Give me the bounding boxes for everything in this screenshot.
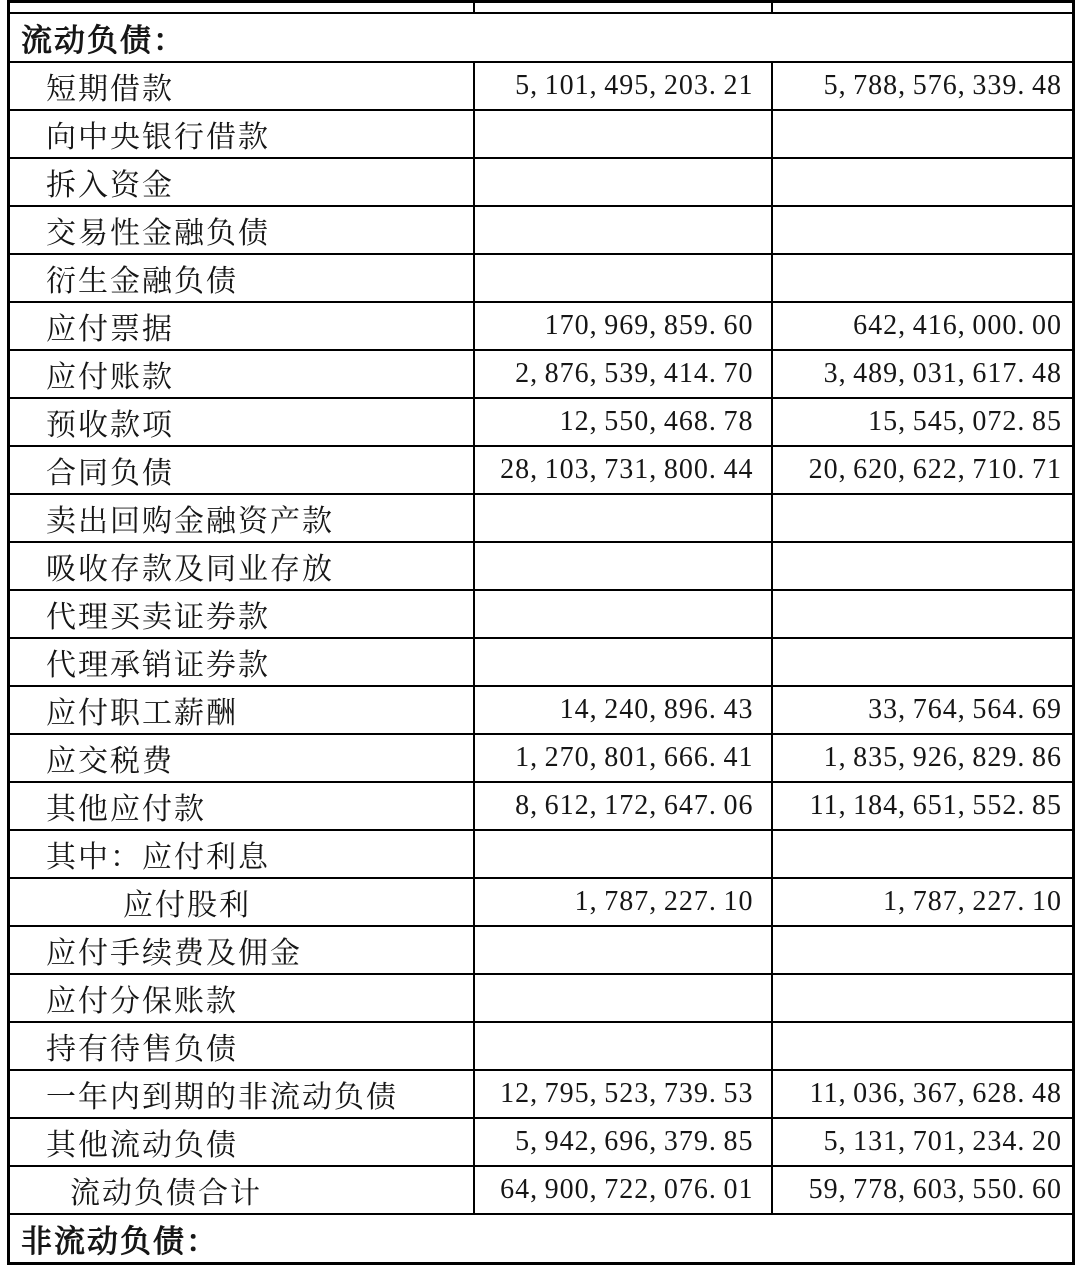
amount-col1 <box>474 1022 772 1070</box>
amount-col2: 1, 787, 227. 10 <box>772 878 1074 926</box>
row-label: 其中：应付利息 <box>9 830 474 878</box>
table-row <box>9 734 1074 782</box>
table-row <box>9 878 1074 926</box>
section-row <box>9 1214 1074 1264</box>
row-label: 拆入资金 <box>9 158 474 206</box>
row-label: 一年内到期的非流动负债 <box>9 1070 474 1118</box>
amount-col1 <box>474 830 772 878</box>
table-row <box>9 542 1074 590</box>
amount-col2 <box>772 926 1074 974</box>
row-label: 向中央银行借款 <box>9 110 474 158</box>
table-row <box>9 62 1074 110</box>
table-row <box>9 494 1074 542</box>
amount-col1 <box>474 542 772 590</box>
row-label: 代理买卖证券款 <box>9 590 474 638</box>
row-label: 应付职工薪酬 <box>9 686 474 734</box>
row-label: 其他应付款 <box>9 782 474 830</box>
liabilities-table <box>7 0 1075 1265</box>
amount-col2 <box>772 590 1074 638</box>
row-label: 其他流动负债 <box>9 1118 474 1166</box>
amount-col2: 5, 131, 701, 234. 20 <box>772 1118 1074 1166</box>
amount-col2 <box>772 2 1074 13</box>
amount-col1: 170, 969, 859. 60 <box>474 302 772 350</box>
amount-col2: 642, 416, 000. 00 <box>772 302 1074 350</box>
amount-col2: 3, 489, 031, 617. 48 <box>772 350 1074 398</box>
table-row <box>9 926 1074 974</box>
amount-col2: 5, 788, 576, 339. 48 <box>772 62 1074 110</box>
table-row <box>9 254 1074 302</box>
amount-col1 <box>474 590 772 638</box>
amount-col1: 1, 270, 801, 666. 41 <box>474 734 772 782</box>
amount-col2 <box>772 254 1074 302</box>
amount-col1 <box>474 110 772 158</box>
section-label: 非流动负债： <box>9 1214 1074 1264</box>
row-label: 吸收存款及同业存放 <box>9 542 474 590</box>
amount-col2 <box>772 542 1074 590</box>
table-row <box>9 302 1074 350</box>
row-label: 代理承销证券款 <box>9 638 474 686</box>
table-row <box>9 158 1074 206</box>
amount-col1 <box>474 926 772 974</box>
amount-col1 <box>474 158 772 206</box>
amount-col1: 2, 876, 539, 414. 70 <box>474 350 772 398</box>
row-label: 应付分保账款 <box>9 974 474 1022</box>
amount-col1 <box>474 206 772 254</box>
row-label: 应付手续费及佣金 <box>9 926 474 974</box>
row-label: 应付票据 <box>9 302 474 350</box>
amount-col1: 12, 795, 523, 739. 53 <box>474 1070 772 1118</box>
amount-col1: 8, 612, 172, 647. 06 <box>474 782 772 830</box>
table-row <box>9 1070 1074 1118</box>
row-label: 持有待售负债 <box>9 1022 474 1070</box>
section-row <box>9 13 1074 62</box>
amount-col2: 59, 778, 603, 550. 60 <box>772 1166 1074 1214</box>
amount-col2 <box>772 206 1074 254</box>
amount-col1 <box>474 974 772 1022</box>
amount-col1: 5, 942, 696, 379. 85 <box>474 1118 772 1166</box>
amount-col1: 1, 787, 227. 10 <box>474 878 772 926</box>
table-row <box>9 1022 1074 1070</box>
amount-col1: 5, 101, 495, 203. 21 <box>474 62 772 110</box>
liabilities-table-body <box>9 2 1074 1264</box>
table-row <box>9 686 1074 734</box>
amount-col1: 14, 240, 896. 43 <box>474 686 772 734</box>
amount-col2 <box>772 974 1074 1022</box>
amount-col1: 12, 550, 468. 78 <box>474 398 772 446</box>
amount-col2: 11, 184, 651, 552. 85 <box>772 782 1074 830</box>
amount-col2 <box>772 158 1074 206</box>
amount-col1: 64, 900, 722, 076. 01 <box>474 1166 772 1214</box>
amount-col1 <box>474 494 772 542</box>
amount-col2 <box>772 1022 1074 1070</box>
table-row <box>9 1118 1074 1166</box>
amount-col2: 20, 620, 622, 710. 71 <box>772 446 1074 494</box>
amount-col1 <box>474 2 772 13</box>
amount-col2 <box>772 494 1074 542</box>
row-label: 短期借款 <box>9 62 474 110</box>
table-row <box>9 206 1074 254</box>
amount-col2: 1, 835, 926, 829. 86 <box>772 734 1074 782</box>
amount-col2 <box>772 830 1074 878</box>
row-label: 衍生金融负债 <box>9 254 474 302</box>
amount-col1 <box>474 638 772 686</box>
table-row <box>9 110 1074 158</box>
row-label: 交易性金融负债 <box>9 206 474 254</box>
table-row <box>9 590 1074 638</box>
table-row <box>9 830 1074 878</box>
table-row <box>9 398 1074 446</box>
table-row <box>9 1166 1074 1214</box>
table-row <box>9 350 1074 398</box>
amount-col2 <box>772 638 1074 686</box>
amount-col2: 33, 764, 564. 69 <box>772 686 1074 734</box>
section-label: 流动负债： <box>9 13 1074 62</box>
amount-col2: 15, 545, 072. 85 <box>772 398 1074 446</box>
amount-col1: 28, 103, 731, 800. 44 <box>474 446 772 494</box>
table-row <box>9 446 1074 494</box>
row-label: 应付账款 <box>9 350 474 398</box>
amount-col2 <box>772 110 1074 158</box>
row-label: 应付股利 <box>9 878 474 926</box>
row-label: 预收款项 <box>9 398 474 446</box>
row-label: 流动负债合计 <box>9 1166 474 1214</box>
row-label <box>9 2 474 13</box>
table-row <box>9 974 1074 1022</box>
clipped-top-row <box>9 2 1074 13</box>
amount-col1 <box>474 254 772 302</box>
row-label: 卖出回购金融资产款 <box>9 494 474 542</box>
table-row <box>9 638 1074 686</box>
table-row <box>9 782 1074 830</box>
amount-col2: 11, 036, 367, 628. 48 <box>772 1070 1074 1118</box>
row-label: 合同负债 <box>9 446 474 494</box>
row-label: 应交税费 <box>9 734 474 782</box>
